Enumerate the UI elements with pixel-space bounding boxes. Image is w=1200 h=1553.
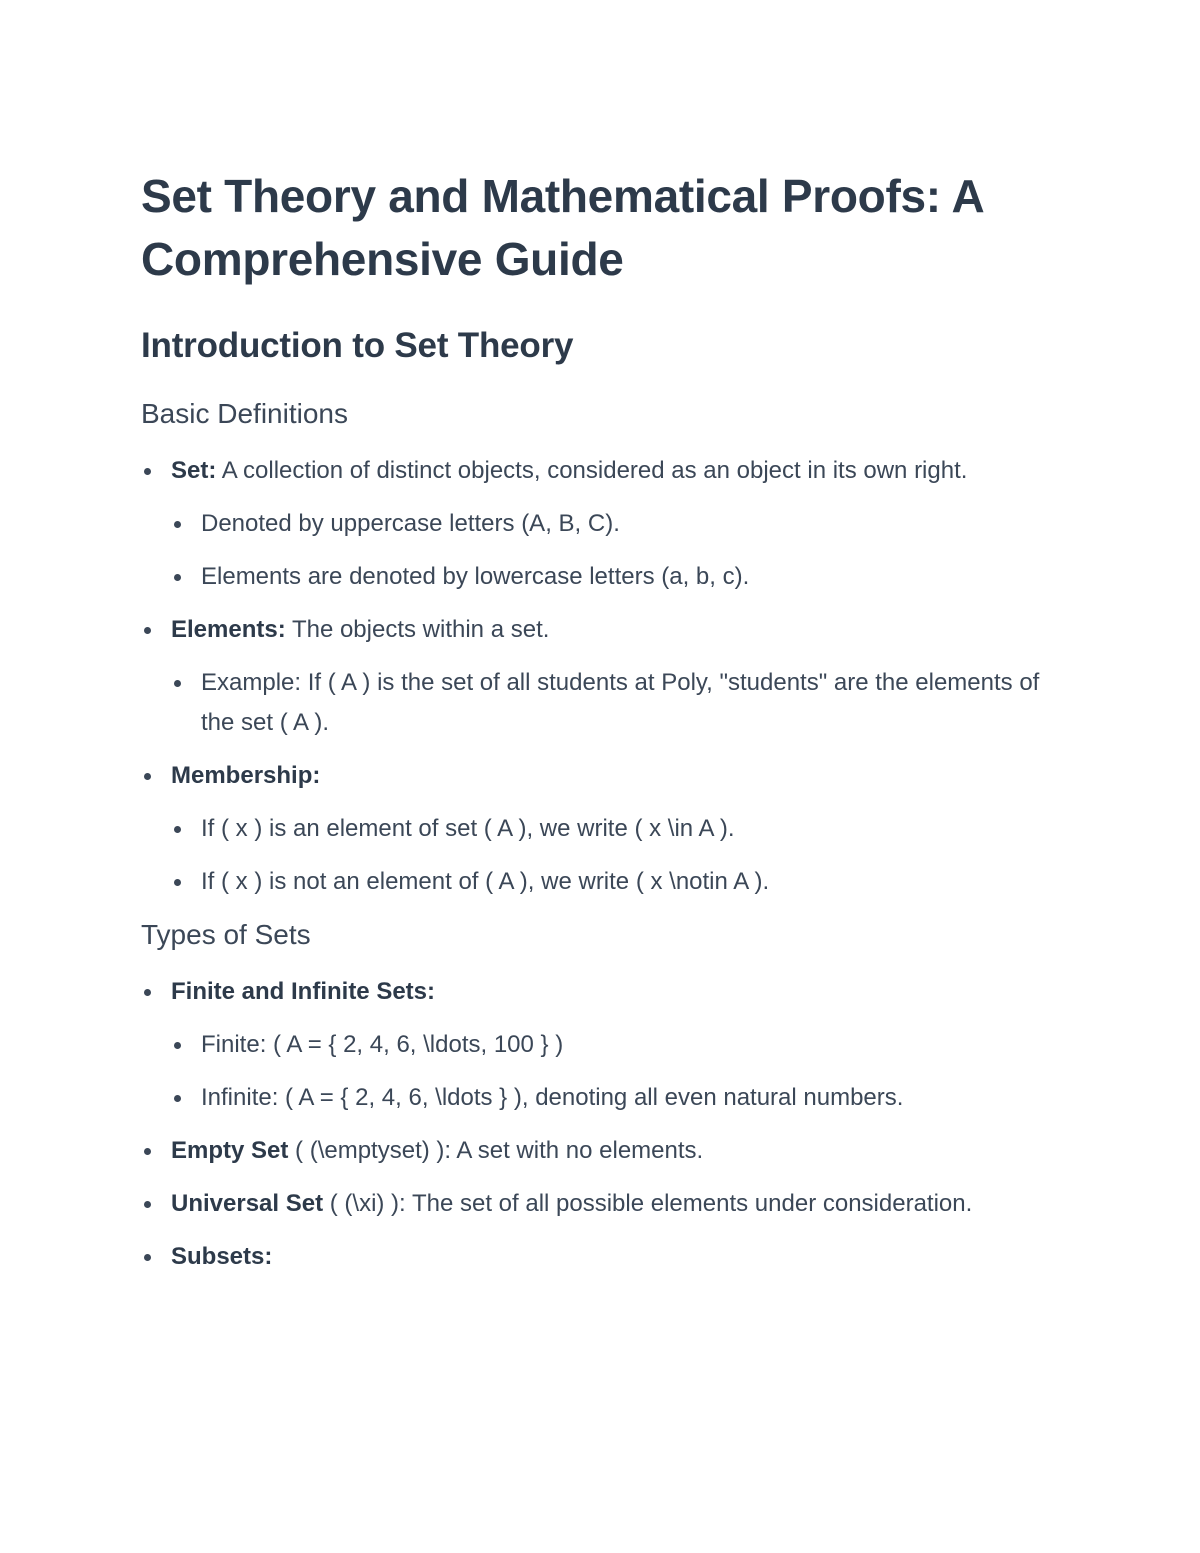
list-item-membership xyxy=(141,756,1061,902)
sub-list xyxy=(171,663,1061,743)
term-description: The objects within a set. xyxy=(285,616,550,643)
list-item-elements xyxy=(141,610,1061,743)
term-label: Empty Set xyxy=(171,1137,289,1164)
bullet-icon xyxy=(174,574,181,581)
list-item-finite-infinite xyxy=(141,972,1061,1118)
bullet-icon xyxy=(144,468,151,475)
bullet-icon xyxy=(174,521,181,528)
list-item-universal-set xyxy=(141,1184,1061,1224)
bullet-icon xyxy=(144,627,151,634)
sub-list-item xyxy=(171,663,1061,743)
bullet-icon xyxy=(144,1254,151,1261)
sub-list xyxy=(171,809,1061,902)
bullet-icon xyxy=(174,826,181,833)
subsection-heading-basic-definitions: Basic Definitions xyxy=(141,398,348,429)
sub-item-text: If ( x ) is an element of set ( A ), we write ( x \in A ). xyxy=(201,815,735,842)
bullet-icon xyxy=(144,1201,151,1208)
types-of-sets-list xyxy=(141,972,1061,1277)
basic-definitions-list xyxy=(141,451,1061,902)
subsection-heading-types-of-sets: Types of Sets xyxy=(141,919,311,950)
bullet-icon xyxy=(144,989,151,996)
term-description: A collection of distinct objects, considered as an object in its own right. xyxy=(216,457,968,484)
bullet-icon xyxy=(174,1042,181,1049)
bullet-icon xyxy=(174,879,181,886)
section-heading: Introduction to Set Theory xyxy=(141,326,574,365)
list-item-subsets xyxy=(141,1237,1061,1277)
sub-item-text: Elements are denoted by lowercase letters (a, b, c). xyxy=(201,563,750,590)
sub-list-item xyxy=(171,809,1061,849)
term-label: Membership: xyxy=(171,762,321,789)
term-label: Finite and Infinite Sets: xyxy=(171,978,436,1005)
sub-list xyxy=(171,504,1061,597)
term-label: Set: xyxy=(171,457,217,484)
list-item-set xyxy=(141,451,1061,597)
sub-item-text: If ( x ) is not an element of ( A ), we write ( x \notin A ). xyxy=(201,868,770,895)
sub-item-text: Example: If ( A ) is the set of all students at Poly, "students" are the elements of the set ( A ). xyxy=(201,669,1040,736)
term-description: ( (\emptyset) ): A set with no elements. xyxy=(288,1137,704,1164)
list-item-empty-set xyxy=(141,1131,1061,1171)
sub-item-text: Finite: ( A = { 2, 4, 6, \ldots, 100 } ) xyxy=(201,1031,564,1058)
term-label: Elements: xyxy=(171,616,286,643)
term-label: Universal Set xyxy=(171,1190,324,1217)
bullet-icon xyxy=(144,1148,151,1155)
sub-list xyxy=(171,1025,1061,1118)
bullet-icon xyxy=(144,773,151,780)
sub-list-item xyxy=(171,1025,1061,1065)
sub-item-text: Denoted by uppercase letters (A, B, C). xyxy=(201,510,620,537)
sub-list-item xyxy=(171,1078,1061,1118)
term-description: ( (\xi) ): The set of all possible elements under consideration. xyxy=(323,1190,973,1217)
sub-item-text: Infinite: ( A = { 2, 4, 6, \ldots } ), denoting all even natural numbers. xyxy=(201,1084,904,1111)
sub-list-item xyxy=(171,504,1061,544)
document-page xyxy=(141,165,1061,1290)
document-title: Set Theory and Mathematical Proofs: A Comprehensive Guide xyxy=(141,170,983,285)
sub-list-item xyxy=(171,557,1061,597)
term-label: Subsets: xyxy=(171,1243,273,1270)
bullet-icon xyxy=(174,680,181,687)
sub-list-item xyxy=(171,862,1061,902)
bullet-icon xyxy=(174,1095,181,1102)
